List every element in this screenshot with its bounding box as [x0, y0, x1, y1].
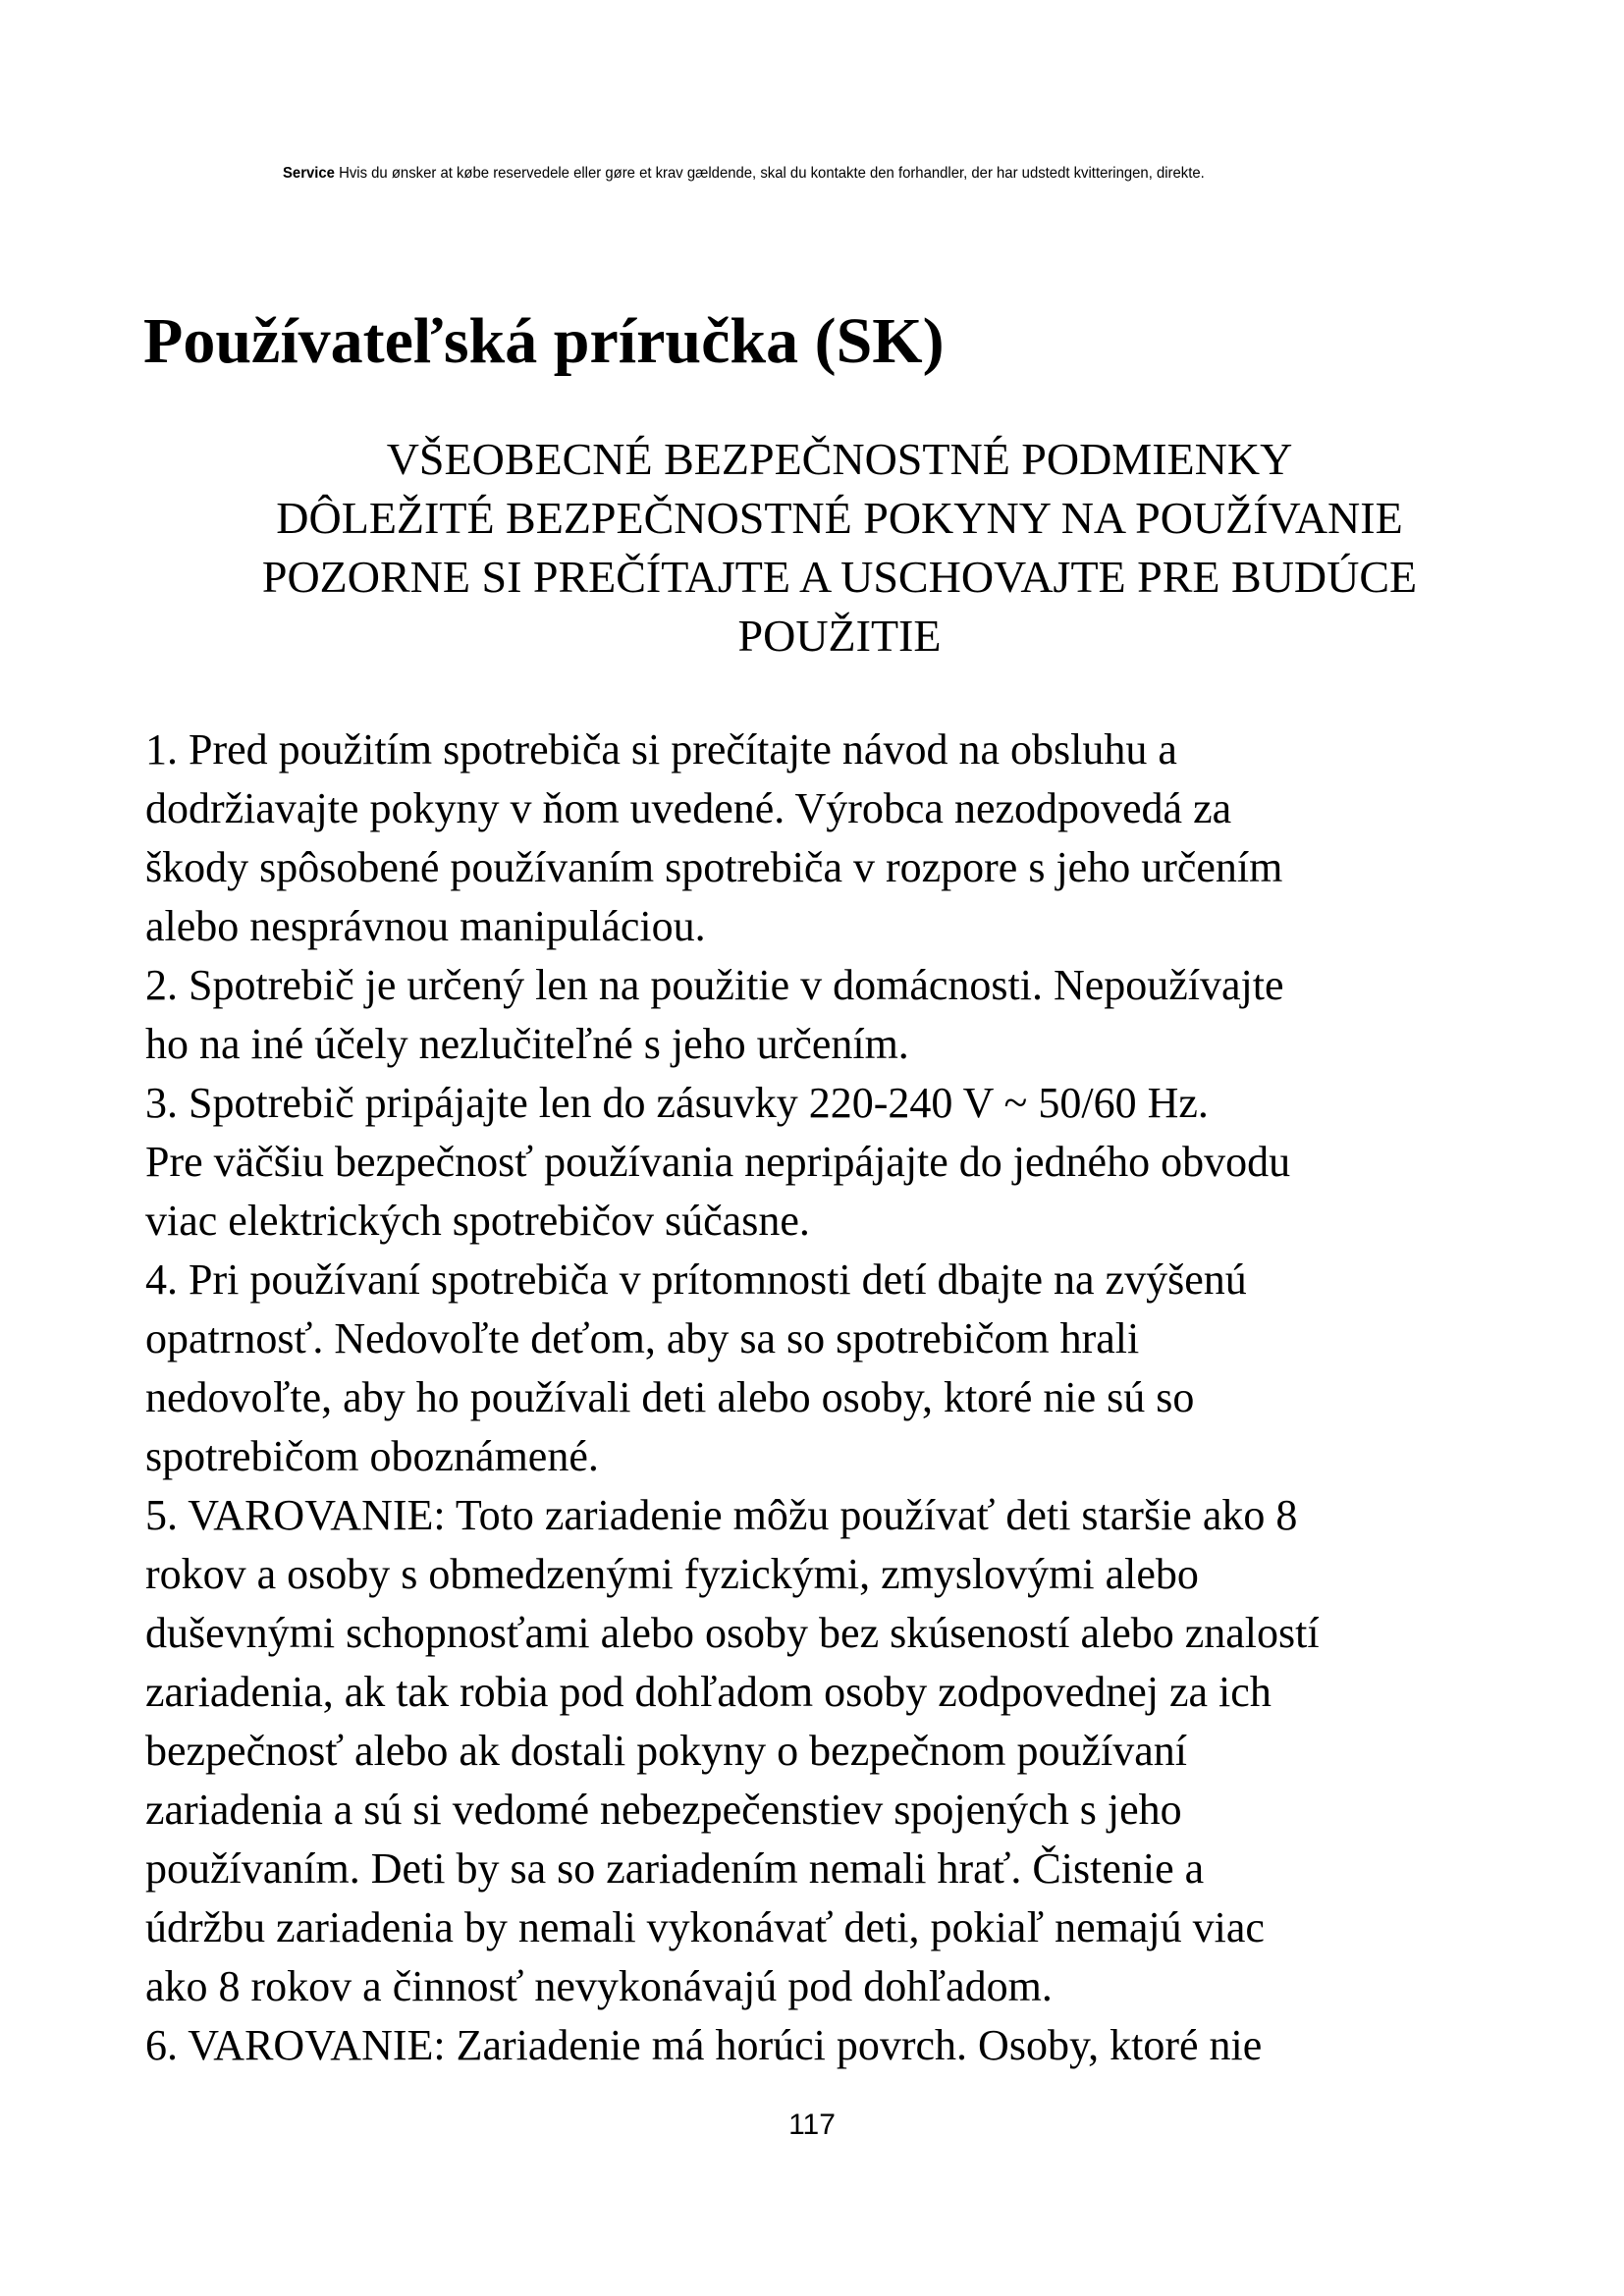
heading-line: VŠEOBECNÉ BEZPEČNOSTNÉ PODMIENKY: [386, 434, 1293, 484]
safety-headings: [128, 430, 1551, 666]
body-line: viac elektrických spotrebičov súčasne.: [145, 1197, 810, 1245]
body-line: rokov a osoby s obmedzenými fyzickými, zmyslovými alebo: [145, 1550, 1199, 1598]
body-line: bezpečnosť alebo ak dostali pokyny o bezpečnom používaní: [145, 1727, 1188, 1775]
body-line: duševnými schopnosťami alebo osoby bez skúseností alebo znalostí: [145, 1609, 1320, 1657]
body-line: zariadenia, ak tak robia pod dohľadom osoby zodpovednej za ich: [145, 1668, 1272, 1716]
safety-instructions: [145, 721, 1320, 2075]
body-line: 3. Spotrebič pripájajte len do zásuvky 220-240 V ~ 50/60 Hz.: [145, 1079, 1209, 1127]
body-line: 2. Spotrebič je určený len na použitie v domácnosti. Nepoužívajte: [145, 961, 1284, 1009]
body-line: 6. VAROVANIE: Zariadenie má horúci povrch. Osoby, ktoré nie: [145, 2021, 1263, 2069]
body-line: ho na iné účely nezlučiteľné s jeho určením.: [145, 1020, 909, 1068]
body-line: alebo nesprávnou manipuláciou.: [145, 902, 706, 950]
heading-line: DÔLEŽITÉ BEZPEČNOSTNÉ POKYNY NA POUŽÍVANIE: [276, 493, 1403, 543]
body-line: ako 8 rokov a činnosť nevykonávajú pod dohľadom.: [145, 1962, 1053, 2010]
body-line: škody spôsobené používaním spotrebiča v rozpore s jeho určením: [145, 843, 1283, 891]
body-line: 5. VAROVANIE: Toto zariadenie môžu používať deti staršie ako 8: [145, 1491, 1298, 1539]
service-label: Service: [283, 165, 335, 182]
body-line: 4. Pri používaní spotrebiča v prítomnosti detí dbajte na zvýšenú: [145, 1255, 1247, 1304]
body-line: dodržiavajte pokyny v ňom uvedené. Výrobca nezodpovedá za: [145, 784, 1232, 832]
body-line: používaním. Deti by sa so zariadením nemali hrať. Čistenie a: [145, 1844, 1205, 1893]
service-note: [283, 158, 1451, 189]
body-line: 1. Pred použitím spotrebiča si prečítajte návod na obsluhu a: [145, 725, 1177, 774]
page-title: Používateľská príručka (SK): [143, 305, 945, 377]
body-line: Pre väčšiu bezpečnosť používania nepripájajte do jedného obvodu: [145, 1138, 1291, 1186]
body-line: nedovoľte, aby ho používali deti alebo osoby, ktoré nie sú so: [145, 1373, 1195, 1421]
service-text: Hvis du ønsker at købe reservedele eller gøre et krav gældende, skal du kontakte den forhandler, der har udstedt kvitteringen, direkte.: [334, 165, 1205, 182]
page-number: 117: [788, 2109, 836, 2141]
heading-line: POZORNE SI PREČÍTAJTE A USCHOVAJTE PRE BUDÚCE: [261, 552, 1418, 602]
body-line: spotrebičom oboznámené.: [145, 1432, 599, 1480]
body-line: údržbu zariadenia by nemali vykonávať deti, pokiaľ nemajú viac: [145, 1903, 1265, 1951]
body-line: opatrnosť. Nedovoľte deťom, aby sa so spotrebičom hrali: [145, 1314, 1140, 1362]
body-line: zariadenia a sú si vedomé nebezpečenstiev spojených s jeho: [145, 1786, 1182, 1834]
heading-line: POUŽITIE: [737, 611, 942, 661]
